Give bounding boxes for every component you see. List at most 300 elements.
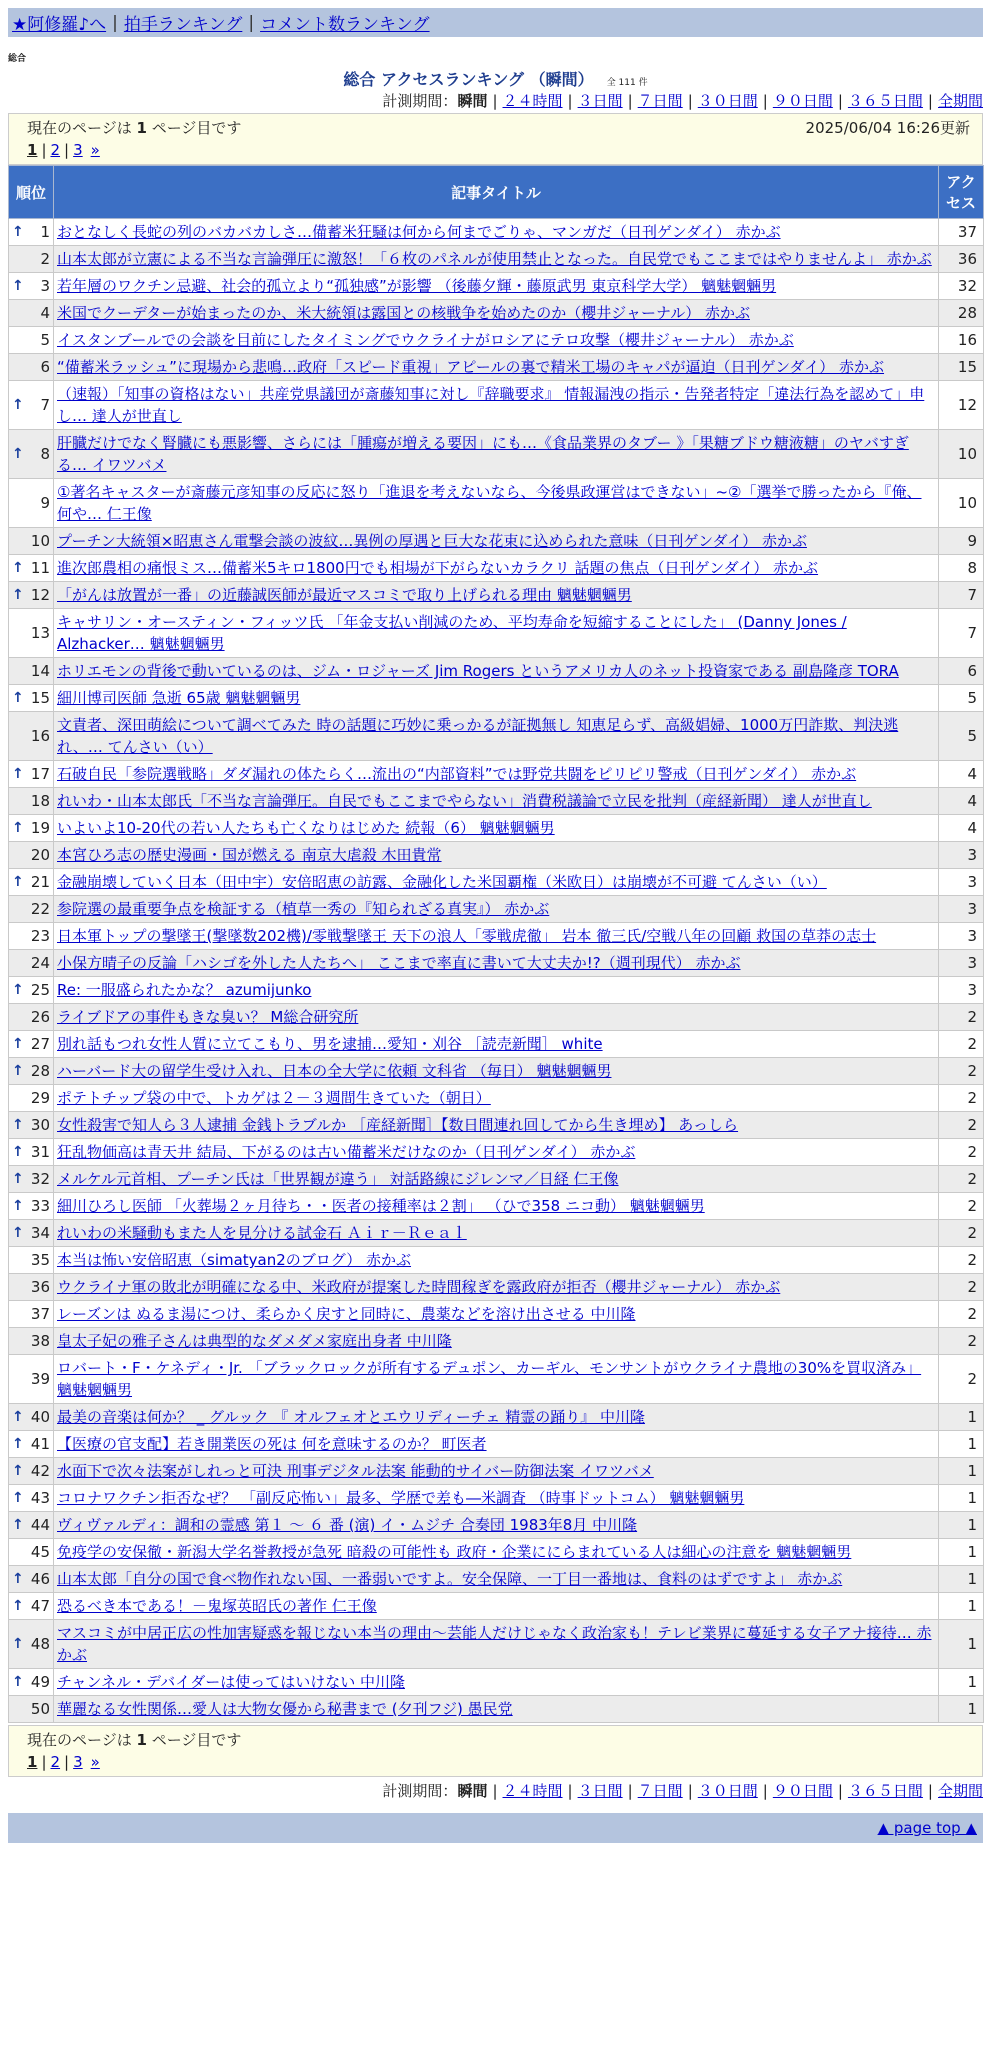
table-row: [9, 354, 984, 381]
access-count: 6: [939, 658, 984, 685]
page-status-num: 1: [136, 119, 147, 137]
rank-number: 11: [30, 559, 50, 577]
rank-cell: [9, 1193, 54, 1220]
access-count: 2: [939, 1247, 984, 1274]
rank-up-icon: ↑: [12, 224, 24, 240]
page-status-pre: 現在のページは: [27, 119, 137, 137]
title-cell: [54, 1512, 939, 1539]
rank-cell: [9, 658, 54, 685]
access-count: 9: [939, 528, 984, 555]
title-cell: [54, 609, 939, 658]
page-links: [27, 139, 970, 161]
page-status-post: ページ目です: [146, 119, 242, 137]
title-cell: [54, 1274, 939, 1301]
rank-up-icon: ↑: [12, 1198, 24, 1214]
access-count: 2: [939, 1301, 984, 1328]
article-link[interactable]: 本宮ひろ志の歴史漫画・国が燃える 南京大虐殺 木田貴常: [57, 846, 442, 864]
rank-number: 42: [30, 1462, 50, 1480]
rank-cell: [9, 381, 54, 430]
rank-cell: [9, 815, 54, 842]
rank-number: 10: [30, 532, 50, 550]
article-link[interactable]: （速報）「知事の資格はない」共産党県議団が斎藤知事に対し『辞職要求』 情報漏洩の指示・告発者特定「違法行為を認めて」申し… 達人が世直し: [57, 385, 925, 425]
table-row: [9, 1220, 984, 1247]
title-cell: [54, 950, 939, 977]
title-cell: [54, 219, 939, 246]
top-nav: [8, 8, 983, 37]
rank-number: 13: [30, 624, 50, 642]
title-cell: [54, 1058, 939, 1085]
article-link[interactable]: 狂乱物価高は青天井 結局、下がるのは古い備蓄米だけなのか（日刊ゲンダイ） 赤かぶ: [57, 1143, 636, 1161]
rank-up-icon: ↑: [12, 1036, 24, 1052]
article-link[interactable]: 免疫学の安保徹・新潟大学名誉教授が急死 暗殺の可能性も 政府・企業ににらまれている人は細心の注意を 魑魅魍魎男: [57, 1543, 852, 1561]
table-row: [9, 1620, 984, 1669]
rank-number: 34: [30, 1224, 50, 1242]
title-cell: [54, 896, 939, 923]
table-row: [9, 609, 984, 658]
rank-cell: [9, 1593, 54, 1620]
table-row: [9, 273, 984, 300]
table-row: [9, 1328, 984, 1355]
rank-up-icon: ↑: [12, 982, 24, 998]
title-cell: [54, 1220, 939, 1247]
article-link[interactable]: コロナワクチン拒否なぜ？ 「副反応怖い」最多、学歴で差も―米調査 （時事ドットコム） 魑魅魍魎男: [57, 1489, 745, 1507]
article-link[interactable]: ロバート・F・ケネディ・Jr. 「ブラックロックが所有するデュポン、カーギル、モンサントがウクライナ農地の30%を買収済み」 魑魅魍魎男: [57, 1359, 922, 1399]
access-count: 1: [939, 1696, 984, 1723]
rank-up-icon: ↑: [12, 1171, 24, 1187]
table-row: [9, 430, 984, 479]
article-link[interactable]: ホリエモンの背後で動いているのは、ジム・ロジャーズ Jim Rogers というアメリカ人のネット投資家である 副島隆彦 TORA: [57, 662, 899, 680]
rank-number: 9: [40, 494, 50, 512]
article-link[interactable]: 細川ひろし医師 「火葬場２ヶ月待ち・・医者の接種率は２割」 （ひで358 ニコ動） 魑魅魍魎男: [57, 1197, 705, 1215]
table-row: [9, 555, 984, 582]
rank-number: 46: [30, 1570, 50, 1588]
article-link[interactable]: 別れ話もつれ女性人質に立てこもり、男を逮捕…愛知・刈谷 ［読売新聞］ white: [57, 1035, 603, 1053]
article-link[interactable]: 山本太郎が立憲による不当な言論弾圧に激怒！「６枚のパネルが使用禁止となった。自民党でもここまではやりませんよ」 赤かぶ: [57, 250, 932, 268]
article-link[interactable]: 小保方晴子の反論「ハシゴを外した人たちへ」 ここまで率直に書いて大丈夫か!?（週刊現代） 赤かぶ: [57, 954, 741, 972]
article-link[interactable]: ハーバード大の留学生受け入れ、日本の全大学に依頼 文科省 （毎日） 魑魅魍魎男: [57, 1062, 612, 1080]
home-link[interactable]: ★阿修羅♪へ: [12, 15, 107, 35]
rank-cell: [9, 842, 54, 869]
rank-number: 20: [30, 846, 50, 864]
nav-separator: |: [112, 12, 118, 33]
period-link[interactable]: ３日間: [577, 1782, 623, 1800]
period-links: [487, 1782, 983, 1800]
title-cell: [54, 273, 939, 300]
comment-ranking-link[interactable]: コメント数ランキング: [260, 15, 430, 35]
article-link[interactable]: 進次郎農相の痛恨ミス…備蓄米5キロ1800円でも相場が下がらないカラクリ 話題の焦点（日刊ゲンダイ） 赤かぶ: [57, 559, 819, 577]
access-count: 1: [939, 1512, 984, 1539]
total-count: 全 111 件: [606, 78, 648, 88]
rank-number: 41: [30, 1435, 50, 1453]
table-row: [9, 381, 984, 430]
updated-time: 2025/06/04 16:26更新: [805, 119, 970, 137]
table-row: [9, 712, 984, 761]
period-separator: |: [567, 92, 573, 110]
access-count: 3: [939, 977, 984, 1004]
article-link[interactable]: チャンネル・デバイダーは使ってはいけない 中川隆: [57, 1673, 405, 1691]
period-link[interactable]: 全期間: [937, 1782, 983, 1800]
table-row: [9, 1247, 984, 1274]
access-count: 1: [939, 1566, 984, 1593]
pager-links: [37, 141, 99, 159]
rank-cell: [9, 1539, 54, 1566]
access-count: 5: [939, 712, 984, 761]
title-cell: [54, 869, 939, 896]
table-row: [9, 977, 984, 1004]
title-cell: [54, 1566, 939, 1593]
table-row: [9, 1404, 984, 1431]
rank-up-icon: ↑: [12, 446, 24, 462]
rank-number: 17: [30, 765, 50, 783]
access-count: 4: [939, 815, 984, 842]
rank-cell: [9, 1247, 54, 1274]
rank-cell: [9, 1328, 54, 1355]
pager-page-link[interactable]: 3: [73, 1753, 83, 1771]
rank-up-icon: ↑: [12, 1436, 24, 1452]
access-count: 37: [939, 219, 984, 246]
pager-separator: |: [64, 141, 70, 159]
article-link[interactable]: “備蓄米ラッシュ”に現場から悲鳴…政府「スピード重視」アピールの裏で精米工場のキャパが逼迫（日刊ゲンダイ） 赤かぶ: [57, 358, 885, 376]
rank-number: 28: [30, 1062, 50, 1080]
col-title-header: 記事タイトル: [54, 166, 939, 219]
table-row: [9, 950, 984, 977]
access-count: 5: [939, 685, 984, 712]
pager-page-link[interactable]: 3: [73, 141, 83, 159]
article-link[interactable]: Re: 一服盛られたかな？ azumijunko: [57, 981, 312, 999]
title-cell: [54, 246, 939, 273]
table-row: [9, 1669, 984, 1696]
article-link[interactable]: 水面下で次々法案がしれっと可決 刑事デジタル法案 能動的サイバー防御法案 イワツバメ: [57, 1462, 654, 1480]
table-row: [9, 246, 984, 273]
page-top-link[interactable]: ▲ page top ▲: [877, 1819, 977, 1837]
title-cell: [54, 1355, 939, 1404]
article-link[interactable]: ①著名キャスターが斎藤元彦知事の反応に怒り「進退を考えないなら、今後県政運営はできない」~②「選挙で勝ったから『俺、何や… 仁王像: [57, 483, 922, 523]
access-count: 3: [939, 923, 984, 950]
article-link[interactable]: ポテトチップ袋の中で、トカゲは２－３週間生きていた（朝日）: [57, 1089, 491, 1107]
rank-number: 26: [30, 1008, 50, 1026]
rank-cell: [9, 788, 54, 815]
pager-page-link[interactable]: 2: [50, 1753, 61, 1771]
table-row: [9, 1458, 984, 1485]
rank-cell: [9, 327, 54, 354]
rank-cell: [9, 219, 54, 246]
table-row: [9, 1431, 984, 1458]
access-count: 3: [939, 869, 984, 896]
ranking-heading: [8, 67, 983, 89]
rank-cell: [9, 555, 54, 582]
rank-number: 6: [40, 358, 50, 376]
pager-separator: |: [41, 141, 47, 159]
rank-up-icon: ↑: [12, 820, 24, 836]
rank-cell: [9, 1355, 54, 1404]
rank-cell: [9, 950, 54, 977]
rank-number: 35: [30, 1251, 50, 1269]
access-count: 1: [939, 1458, 984, 1485]
rank-cell: [9, 712, 54, 761]
table-row: [9, 685, 984, 712]
table-row: [9, 528, 984, 555]
rank-cell: [9, 685, 54, 712]
table-row: [9, 479, 984, 528]
rank-up-icon: ↑: [12, 1571, 24, 1587]
title-cell: [54, 555, 939, 582]
period-link[interactable]: ７日間: [637, 92, 683, 110]
rank-up-icon: ↑: [12, 1598, 24, 1614]
article-link[interactable]: 「がんは放置が一番」の近藤誠医師が最近マスコミで取り上げられる理由 魑魅魍魎男: [57, 586, 632, 604]
period-separator: |: [567, 1782, 573, 1800]
rank-cell: [9, 1085, 54, 1112]
title-cell: [54, 712, 939, 761]
rank-cell: [9, 1458, 54, 1485]
rank-up-icon: ↑: [12, 278, 24, 294]
access-count: 1: [939, 1404, 984, 1431]
rank-number: 37: [30, 1305, 50, 1323]
rank-number: 31: [30, 1143, 50, 1161]
title-cell: [54, 1328, 939, 1355]
table-row: [9, 761, 984, 788]
title-cell: [54, 1620, 939, 1669]
table-row: [9, 788, 984, 815]
period-link[interactable]: ３０日間: [697, 1782, 758, 1800]
rank-up-icon: ↑: [12, 560, 24, 576]
title-cell: [54, 300, 939, 327]
rank-number: 25: [30, 981, 50, 999]
article-link[interactable]: 参院選の最重要争点を検証する（植草一秀の『知られざる真実』） 赤かぶ: [57, 900, 550, 918]
access-count: 1: [939, 1539, 984, 1566]
title-cell: [54, 1193, 939, 1220]
pager-bottom: [8, 1725, 983, 1777]
article-link[interactable]: マスコミが中居正広の性加害疑惑を報じない本当の理由～芸能人だけじゃなく政治家も！テレビ業界に蔓延する女子アナ接待… 赤かぶ: [57, 1624, 932, 1664]
article-link[interactable]: 米国でクーデターが始まったのか、米大統領は露国との核戦争を始めたのか（櫻井ジャーナル） 赤かぶ: [57, 304, 750, 322]
article-link[interactable]: 華麗なる女性関係…愛人は大物女優から秘書まで (夕刊フジ) 愚民党: [57, 1700, 513, 1718]
pager-links: [37, 1753, 99, 1771]
rank-cell: [9, 1485, 54, 1512]
rank-number: 43: [30, 1489, 50, 1507]
rank-number: 8: [40, 445, 50, 463]
article-link[interactable]: 山本太郎「自分の国で食べ物作れない国、一番弱いですよ。安全保障、一丁目一番地は、食料のはずですよ」 赤かぶ: [57, 1570, 843, 1588]
rank-up-icon: ↑: [12, 1490, 24, 1506]
title-cell: [54, 788, 939, 815]
title-cell: [54, 1166, 939, 1193]
article-link[interactable]: おとなしく長蛇の列のバカバカしさ…備蓄米狂騒は何から何までごりゃ、マンガだ（日刊ゲンダイ） 赤かぶ: [57, 223, 781, 241]
title-cell: [54, 1669, 939, 1696]
table-row: [9, 1593, 984, 1620]
rank-number: 22: [30, 900, 50, 918]
article-link[interactable]: メルケル元首相、プーチン氏は「世界観が違う」 対話路線にジレンマ／日経 仁王像: [57, 1170, 619, 1188]
period-link[interactable]: ２４時間: [502, 92, 563, 110]
period-separator: |: [687, 92, 693, 110]
article-link[interactable]: 皇太子妃の雅子さんは典型的なダメダメ家庭出身者 中川隆: [57, 1332, 452, 1350]
article-link[interactable]: 細川博司医師 急逝 65歳 魑魅魍魎男: [57, 689, 301, 707]
access-count: 3: [939, 950, 984, 977]
article-link[interactable]: 最美の音楽は何か？ _ グルック 『 オルフェオとエウリディーチェ 精霊の踊り』 中川隆: [57, 1408, 645, 1426]
period-link[interactable]: ７日間: [637, 1782, 683, 1800]
article-link[interactable]: れいわ・山本太郎氏「不当な言論弾圧。自民でもここまでやらない」消費税議論で立民を批判（産経新聞） 達人が世直し: [57, 792, 872, 810]
article-link[interactable]: 文責者、深田萌絵について調べてみた 時の話題に巧妙に乗っかるが証拠無し 知恵足らず、高級娼婦、1000万円詐欺、判決逃れ、… てんさい（い）: [57, 716, 899, 756]
rank-cell: [9, 1166, 54, 1193]
rank-cell: [9, 1620, 54, 1669]
pager-next-link[interactable]: »: [90, 1753, 100, 1771]
rank-cell: [9, 1139, 54, 1166]
rank-number: 30: [30, 1116, 50, 1134]
pager-separator: |: [64, 1753, 70, 1771]
rank-up-icon: ↑: [12, 1463, 24, 1479]
title-cell: [54, 1031, 939, 1058]
article-link[interactable]: 日本軍トップの撃墜王(撃墜数202機)/零戦撃墜王 天下の浪人「零戦虎徹」 岩本 徹三氏/空戦八年の回顧 救国の草莽の志士: [57, 927, 877, 945]
article-link[interactable]: ウクライナ軍の敗北が明確になる中、米政府が提案した時間稼ぎを露政府が拒否（櫻井ジャーナル） 赤かぶ: [57, 1278, 781, 1296]
access-count: 8: [939, 555, 984, 582]
access-count: 2: [939, 1220, 984, 1247]
rank-number: 15: [30, 689, 50, 707]
access-count: 16: [939, 327, 984, 354]
page-status: [27, 117, 241, 139]
rank-number: 47: [30, 1597, 50, 1615]
page-current: 1: [27, 141, 38, 159]
access-count: 1: [939, 1669, 984, 1696]
rank-number: 36: [30, 1278, 50, 1296]
period-link[interactable]: ３日間: [577, 92, 623, 110]
rank-up-icon: ↑: [12, 1144, 24, 1160]
article-link[interactable]: 【医療の官支配】若き開業医の死は 何を意味するのか？ 町医者: [57, 1435, 487, 1453]
rank-up-icon: ↑: [12, 690, 24, 706]
rank-number: 4: [40, 304, 50, 322]
title-cell: [54, 327, 939, 354]
rank-up-icon: ↑: [12, 1225, 24, 1241]
title-cell: [54, 1301, 939, 1328]
article-link[interactable]: ライブドアの事件もきな臭い？ M総合研究所: [57, 1008, 359, 1026]
title-cell: [54, 1247, 939, 1274]
title-cell: [54, 1485, 939, 1512]
table-row: [9, 1193, 984, 1220]
table-row: [9, 1274, 984, 1301]
period-links: [487, 92, 983, 110]
article-link[interactable]: 金融崩壊していく日本（田中宇）安倍昭恵の訪露、金融化した米国覇権（米欧日）は崩壊が不可避 てんさい（い）: [57, 873, 827, 891]
title-cell: [54, 1404, 939, 1431]
period-separator: |: [927, 1782, 933, 1800]
page: [8, 8, 983, 1843]
rank-number: 33: [30, 1197, 50, 1215]
article-link[interactable]: イスタンブールでの会談を目前にしたタイミングでウクライナがロシアにテロ攻撃（櫻井ジャーナル） 赤かぶ: [57, 331, 794, 349]
ranking-table: [8, 165, 984, 1723]
article-link[interactable]: 本当は怖い安倍昭恵（simatyan2のブログ） 赤かぶ: [57, 1251, 412, 1269]
title-cell: [54, 815, 939, 842]
table-row: [9, 1539, 984, 1566]
article-link[interactable]: れいわの米騒動もまた人を見分ける試金石 Ａｉｒ－Ｒｅａｌ: [57, 1224, 467, 1242]
rank-cell: [9, 300, 54, 327]
access-count: 2: [939, 1328, 984, 1355]
pager-next-link[interactable]: »: [90, 141, 100, 159]
table-row: [9, 869, 984, 896]
nav-separator: |: [248, 12, 255, 33]
article-link[interactable]: プーチン大統領×昭恵さん電撃会談の波紋…異例の厚遇と巨大な花束に込められた意味（日刊ゲンダイ） 赤かぶ: [57, 532, 807, 550]
title-cell: [54, 479, 939, 528]
access-count: 2: [939, 1085, 984, 1112]
period-separator: |: [492, 1782, 498, 1800]
page-title: 総合 アクセスランキング （瞬間）: [343, 70, 594, 89]
article-link[interactable]: 石破自民「参院選戦略」ダダ漏れの体たらく…流出の“内部資料”では野党共闘をピリピリ警戒（日刊ゲンダイ） 赤かぶ: [57, 765, 857, 783]
title-cell: [54, 1004, 939, 1031]
rank-cell: [9, 528, 54, 555]
article-link[interactable]: 女性殺害で知人ら３人逮捕 金銭トラブルか ［産経新聞］【数日間連れ回してから生き埋め】 あっしら: [57, 1116, 739, 1134]
rank-number: 29: [30, 1089, 50, 1107]
rank-up-icon: ↑: [12, 1517, 24, 1533]
footer-bar: [8, 1813, 983, 1843]
col-access-header: アクセス: [939, 166, 984, 219]
period-link[interactable]: ３６５日間: [847, 1782, 923, 1800]
page-current: 1: [27, 1753, 38, 1771]
article-link[interactable]: 恐るべき本である！－鬼塚英昭氏の著作 仁王像: [57, 1597, 377, 1615]
period-separator: |: [837, 92, 843, 110]
rank-cell: [9, 609, 54, 658]
rank-up-icon: ↑: [12, 1409, 24, 1425]
rank-cell: [9, 1696, 54, 1723]
period-link[interactable]: ９０日間: [772, 92, 833, 110]
article-link[interactable]: 肝臓だけでなく腎臓にも悪影響、さらには「腫瘍が増える要因」にも…《食品業界のタブー 》「果糖ブドウ糖液糖」のヤバすぎる… イワツバメ: [57, 434, 909, 474]
period-selector-top: [8, 89, 983, 113]
title-cell: [54, 1085, 939, 1112]
section-tag: 総合: [8, 54, 27, 64]
period-link[interactable]: ３６５日間: [847, 92, 923, 110]
access-count: 36: [939, 246, 984, 273]
rank-number: 49: [30, 1673, 50, 1691]
rank-cell: [9, 479, 54, 528]
period-separator: |: [627, 1782, 633, 1800]
period-link[interactable]: ２４時間: [502, 1782, 563, 1800]
period-link[interactable]: 全期間: [937, 92, 983, 110]
rank-up-icon: ↑: [12, 766, 24, 782]
table-row: [9, 1085, 984, 1112]
period-separator: |: [687, 1782, 693, 1800]
table-row: [9, 1139, 984, 1166]
article-link[interactable]: キャサリン・オースティン・フィッツ氏 「年金支払い削減のため、平均寿命を短縮することにした」 (Danny Jones / Alzhacker… 魑魅魍魎男: [57, 613, 847, 653]
period-link[interactable]: ３０日間: [697, 92, 758, 110]
article-link[interactable]: ヴィヴァルディ：調和の霊感 第１ ～ ６ 番 (演) イ・ムジチ 合奏団 1983年8月 中川隆: [57, 1516, 638, 1534]
rank-cell: [9, 869, 54, 896]
title-cell: [54, 1539, 939, 1566]
pager-page-link[interactable]: 2: [50, 141, 61, 159]
access-count: 2: [939, 1355, 984, 1404]
rank-cell: [9, 1566, 54, 1593]
access-count: 2: [939, 1193, 984, 1220]
rank-cell: [9, 1404, 54, 1431]
rank-cell: [9, 1431, 54, 1458]
title-cell: [54, 1458, 939, 1485]
rank-cell: [9, 246, 54, 273]
rank-cell: [9, 977, 54, 1004]
rank-number: 44: [30, 1516, 50, 1534]
title-cell: [54, 842, 939, 869]
rank-cell: [9, 1004, 54, 1031]
period-link[interactable]: ９０日間: [772, 1782, 833, 1800]
table-row: [9, 1166, 984, 1193]
title-cell: [54, 1696, 939, 1723]
rank-cell: [9, 1512, 54, 1539]
period-separator: |: [492, 92, 498, 110]
rank-number: 24: [30, 954, 50, 972]
rank-cell: [9, 273, 54, 300]
rank-cell: [9, 761, 54, 788]
period-separator: |: [837, 1782, 843, 1800]
article-link[interactable]: いよいよ10-20代の若い人たちも亡くなりはじめた 続報（6） 魑魅魍魎男: [57, 819, 555, 837]
article-link[interactable]: レーズンは ぬるま湯につけ、柔らかく戻すと同時に、農薬などを溶け出させる 中川隆: [57, 1305, 636, 1323]
rank-number: 32: [30, 1170, 50, 1188]
access-count: 2: [939, 1139, 984, 1166]
title-cell: [54, 528, 939, 555]
clap-ranking-link[interactable]: 拍手ランキング: [123, 15, 243, 35]
rank-number: 38: [30, 1332, 50, 1350]
page-status-pre: 現在のページは: [27, 1731, 137, 1749]
article-link[interactable]: 若年層のワクチン忌避、社会的孤立より“孤独感”が影響 （後藤夕輝・藤原武男 東京科学大学） 魑魅魍魎男: [57, 277, 777, 295]
